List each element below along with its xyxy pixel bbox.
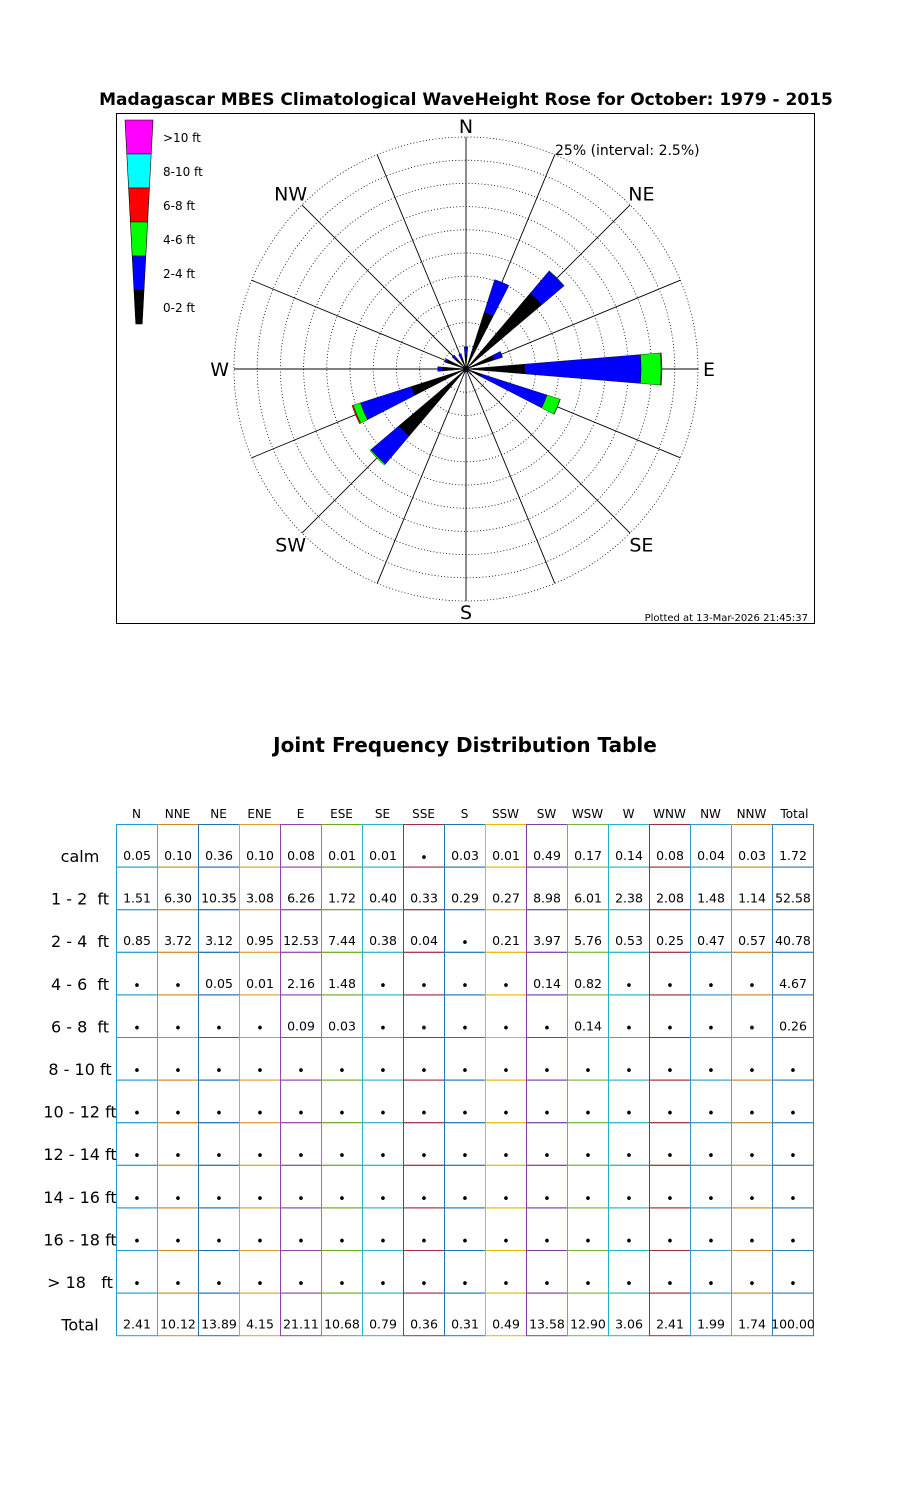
table-cell: • (256, 1149, 264, 1165)
table-cell: • (543, 1191, 551, 1207)
table-cell: • (666, 1191, 674, 1207)
table-cell: • (584, 1106, 592, 1122)
table-cell: 3.97 (533, 933, 561, 949)
table-header (132, 807, 809, 821)
table-cell: 0.05 (123, 848, 151, 863)
table-cell: • (502, 1234, 510, 1250)
table-cell: 4.67 (779, 975, 807, 991)
petal-w-2-4ft (438, 367, 443, 372)
table-cell: • (174, 1021, 182, 1037)
petal-sw-0-2ft (399, 369, 466, 436)
legend-swatch (127, 154, 151, 188)
table-cell: 12.53 (283, 933, 319, 949)
petal-sse-2-4ft (467, 372, 468, 373)
table-cell: 0.05 (205, 975, 233, 991)
table-cell: • (256, 1064, 264, 1079)
table-body (43, 825, 815, 1336)
table-cell: 0.27 (492, 890, 520, 906)
table-cell: • (625, 978, 633, 994)
spoke-se (466, 369, 630, 533)
legend-swatch (134, 290, 144, 324)
legend-swatch (132, 256, 146, 290)
spoke-nw (302, 205, 466, 369)
table-cell: 0.10 (164, 848, 192, 863)
table-cell: • (174, 1106, 182, 1122)
table-cell: 100.00 (771, 1316, 815, 1332)
table-cell: • (338, 1064, 346, 1079)
table-cell: • (174, 1064, 182, 1079)
table-cell: 10.68 (324, 1316, 360, 1332)
table-cell: • (174, 1277, 182, 1292)
table-cell: 2.08 (656, 890, 684, 906)
table-cell: 0.03 (451, 848, 479, 863)
table-cell: 0.79 (369, 1316, 397, 1332)
table-cell: 1.99 (697, 1316, 725, 1332)
table-cell: • (461, 1106, 469, 1122)
table-cell: • (297, 1277, 305, 1292)
compass-label-se: SE (629, 534, 654, 557)
petal-ne-0-2ft (466, 293, 542, 369)
petal-e-4-6ft (641, 353, 662, 385)
legend-label: 4-6 ft (163, 233, 196, 247)
table-cell: • (338, 1106, 346, 1122)
table-cell: 0.49 (533, 848, 561, 863)
table-cell: 0.40 (369, 890, 397, 906)
table-cell: 0.26 (779, 1018, 807, 1034)
row-label: 4 - 6 ft (50, 974, 110, 994)
table-cell: • (502, 978, 510, 994)
column-header: SSW (491, 807, 520, 821)
table-cell: 0.82 (574, 975, 602, 991)
table-cell: • (379, 1021, 387, 1037)
table-cell: 4.15 (246, 1316, 274, 1332)
table-cell: • (666, 1106, 674, 1122)
table-cell: • (461, 936, 469, 952)
table-cell: 40.78 (775, 933, 811, 949)
row-label: 10 - 12 ft (43, 1102, 117, 1122)
table-cell: • (379, 1149, 387, 1165)
table-cell: 6.01 (574, 890, 602, 906)
row-label: 6 - 8 ft (50, 1017, 110, 1037)
table-cell: 0.85 (123, 933, 151, 949)
table-cell: • (543, 1064, 551, 1079)
table-cell: 3.12 (205, 933, 233, 949)
table-cell: 3.72 (164, 933, 192, 949)
table-cell: • (789, 1191, 797, 1207)
table-cell: 0.04 (410, 933, 438, 949)
table-title: Joint Frequency Distribution Table (273, 733, 657, 757)
table-cell: • (584, 1064, 592, 1079)
joint-frequency-table (0, 795, 900, 1355)
wave-height-rose (0, 0, 900, 640)
table-cell: • (502, 1021, 510, 1037)
table-cell: • (133, 1064, 141, 1079)
table-cell: • (789, 1234, 797, 1250)
table-cell: 0.09 (287, 1018, 315, 1034)
legend-label: >10 ft (163, 131, 201, 145)
table-cell: • (215, 1021, 223, 1037)
petal-e-2-4ft (525, 355, 641, 384)
table-cell: • (174, 1234, 182, 1250)
table-cell: • (215, 1277, 223, 1292)
table-cell: • (174, 1191, 182, 1207)
table-cell: • (379, 978, 387, 994)
compass-label-n: N (458, 116, 474, 138)
table-cell: 5.76 (574, 933, 602, 949)
rose-title: Madagascar MBES Climatological WaveHeight Rose for October: 1979 - 2015 (99, 90, 833, 110)
table-cell: 7.44 (328, 933, 356, 949)
column-header: NNW (736, 807, 767, 821)
rose-petals (352, 271, 662, 465)
plot-timestamp: Plotted at 13-Mar-2026 21:45:37 (644, 613, 808, 624)
table-cell: • (502, 1149, 510, 1165)
row-label: Total (61, 1315, 99, 1335)
table-cell: 6.30 (164, 890, 192, 906)
table-cell: • (748, 1064, 756, 1079)
petal-wsw-2-4ft (360, 387, 415, 420)
compass-label-sw: SW (275, 534, 307, 557)
table-cell: • (420, 1064, 428, 1079)
compass-label-s: S (459, 602, 473, 624)
table-cell: • (707, 1021, 715, 1037)
table-cell: • (502, 1191, 510, 1207)
table-cell: • (338, 1277, 346, 1292)
table-cell: • (502, 1064, 510, 1079)
table-cell: • (297, 1191, 305, 1207)
table-cell: • (584, 1277, 592, 1292)
table-cell: • (748, 1234, 756, 1250)
table-cell: • (420, 1234, 428, 1250)
table-cell: 52.58 (775, 890, 811, 906)
table-cell: • (461, 1277, 469, 1292)
table-cell: 2.38 (615, 890, 643, 906)
table-cell: 8.98 (533, 890, 561, 906)
table-cell: • (543, 1277, 551, 1292)
table-cell: 0.08 (656, 848, 684, 863)
row-label: 16 - 18 ft (43, 1230, 117, 1250)
table-cell: • (748, 1149, 756, 1165)
table-cell: • (748, 1277, 756, 1292)
column-header: NNE (164, 807, 191, 821)
table-cell: • (297, 1234, 305, 1250)
table-cell: • (461, 1234, 469, 1250)
table-cell: 0.21 (492, 933, 520, 949)
table-cell: • (174, 978, 182, 994)
table-cell: 0.57 (738, 933, 766, 949)
table-cell: • (215, 1106, 223, 1122)
table-cell: • (215, 1064, 223, 1079)
petal-nne-2-4ft (484, 280, 509, 317)
table-cell: • (789, 1064, 797, 1079)
table-cell: • (584, 1149, 592, 1165)
table-cell: 10.12 (160, 1316, 196, 1332)
table-cell: • (789, 1106, 797, 1122)
table-cell: • (215, 1149, 223, 1165)
table-cell: • (543, 1149, 551, 1165)
table-cell: • (789, 1277, 797, 1292)
table-cell: • (256, 1234, 264, 1250)
table-cell: • (502, 1106, 510, 1122)
table-cell: 13.89 (201, 1316, 237, 1332)
table-cell: • (666, 1277, 674, 1292)
table-cell: • (379, 1277, 387, 1292)
table-cell: • (748, 1021, 756, 1037)
column-header: ENE (247, 807, 272, 821)
table-cell: • (133, 1234, 141, 1250)
table-cell: • (707, 1064, 715, 1079)
column-header: SW (536, 807, 557, 821)
table-cell: • (666, 1234, 674, 1250)
table-cell: • (420, 851, 428, 866)
table-cell: 0.03 (328, 1018, 356, 1034)
row-label: calm (60, 847, 100, 866)
table-cell: • (297, 1106, 305, 1122)
table-cell: • (625, 1021, 633, 1037)
row-label: > 18 ft (47, 1273, 113, 1292)
row-label: 8 - 10 ft (48, 1060, 112, 1079)
row-label: 12 - 14 ft (43, 1145, 117, 1165)
table-cell: 0.03 (738, 848, 766, 863)
column-header: S (460, 807, 469, 821)
table-cell: • (707, 1234, 715, 1250)
table-cell: 0.17 (574, 848, 602, 863)
table-cell: 0.14 (574, 1018, 602, 1034)
table-cell: 2.41 (656, 1316, 684, 1332)
table-cell: • (789, 1149, 797, 1165)
table-cell: • (420, 978, 428, 994)
table-cell: • (625, 1234, 633, 1250)
column-header: WSW (571, 807, 604, 821)
petal-se-2-4ft (468, 371, 471, 374)
row-label: 14 - 16 ft (43, 1187, 117, 1207)
table-cell: • (379, 1064, 387, 1079)
column-header: SE (374, 807, 391, 821)
table-cell: • (584, 1191, 592, 1207)
table-cell: 0.33 (410, 890, 438, 906)
row-label: 2 - 4 ft (50, 932, 110, 952)
table-cell: 0.47 (697, 933, 725, 949)
table-cell: 12.90 (570, 1316, 606, 1332)
table-cell: • (707, 1191, 715, 1207)
table-cell: 1.74 (738, 1316, 766, 1332)
table-cell: • (543, 1106, 551, 1122)
table-cell: • (256, 1106, 264, 1122)
table-cell: 0.01 (246, 975, 274, 991)
table-cell: 0.14 (533, 975, 561, 991)
legend-label: 2-4 ft (163, 267, 196, 281)
table-cell: • (502, 1277, 510, 1292)
table-cell: 1.14 (738, 890, 766, 906)
compass-label-ne: NE (628, 183, 655, 206)
table-cell: • (256, 1277, 264, 1292)
table-cell: 0.10 (246, 848, 274, 863)
column-header: WNW (653, 807, 686, 821)
table-cell: • (543, 1234, 551, 1250)
table-cell: 0.25 (656, 933, 684, 949)
table-cell: 0.08 (287, 848, 315, 863)
legend-label: 8-10 ft (163, 165, 203, 179)
table-cell: 0.31 (451, 1316, 479, 1332)
table-cell: 13.58 (529, 1316, 565, 1332)
table-cell: 6.26 (287, 890, 315, 906)
table-cell: • (133, 1277, 141, 1292)
table-cell: 3.06 (615, 1316, 643, 1332)
compass-label-e: E (703, 359, 716, 381)
column-header: NW (700, 807, 721, 821)
table-cell: • (543, 1021, 551, 1037)
table-cell: • (625, 1277, 633, 1292)
table-cell: • (625, 1064, 633, 1079)
table-cell: • (215, 1234, 223, 1250)
table-cell: • (625, 1149, 633, 1165)
table-cell: 1.48 (328, 975, 356, 991)
table-cell: • (666, 1149, 674, 1165)
table-cell: • (707, 1277, 715, 1292)
table-cell: • (461, 978, 469, 994)
legend (125, 120, 203, 324)
table-cell: • (707, 978, 715, 994)
table-cell: • (297, 1149, 305, 1165)
table-cell: 1.72 (779, 848, 807, 863)
table-cell: • (461, 1149, 469, 1165)
table-cell: 0.01 (492, 848, 520, 863)
column-header: SSE (412, 807, 435, 821)
table-cell: • (461, 1064, 469, 1079)
table-cell: 1.72 (328, 890, 356, 906)
legend-label: 6-8 ft (163, 199, 196, 213)
table-cell: • (297, 1064, 305, 1079)
legend-swatch (129, 188, 150, 222)
spoke-nnw (377, 155, 466, 369)
table-cell: 1.48 (697, 890, 725, 906)
table-cell: • (461, 1021, 469, 1037)
table-cell: • (133, 1191, 141, 1207)
table-cell: 0.53 (615, 933, 643, 949)
table-cell: • (420, 1106, 428, 1122)
table-cell: 0.36 (410, 1316, 438, 1332)
table-cell: • (420, 1149, 428, 1165)
table-cell: • (666, 978, 674, 994)
petal-ese-2-4ft (480, 374, 547, 408)
legend-label: 0-2 ft (163, 301, 196, 315)
table-cell: • (420, 1191, 428, 1207)
table-cell: 10.35 (201, 890, 237, 906)
compass-label-nw: NW (274, 183, 308, 206)
table-cell: • (748, 1106, 756, 1122)
petal-ssw-2-4ft (464, 371, 465, 373)
petal-nnw-2-4ft (459, 354, 463, 360)
table-cell: 0.14 (615, 848, 643, 863)
table-cell: • (666, 1064, 674, 1079)
spoke-wnw (252, 280, 466, 369)
column-header: ESE (330, 807, 353, 821)
table-cell: • (133, 1021, 141, 1037)
table-cell: • (174, 1149, 182, 1165)
table-cell: 0.49 (492, 1316, 520, 1332)
table-cell: • (133, 978, 141, 994)
table-cell: • (133, 1106, 141, 1122)
table-cell: • (379, 1106, 387, 1122)
table-cell: 0.36 (205, 848, 233, 863)
table-cell: • (707, 1149, 715, 1165)
table-cell: 0.38 (369, 933, 397, 949)
column-header: W (622, 807, 635, 821)
table-cell: • (584, 1234, 592, 1250)
table-cell: 1.51 (123, 890, 151, 906)
table-cell: • (338, 1191, 346, 1207)
compass-label-w: W (210, 359, 229, 381)
table-cell: 0.01 (328, 848, 356, 863)
petal-n-2-4ft (464, 347, 468, 355)
table-cell: • (338, 1234, 346, 1250)
table-cell: 2.41 (123, 1316, 151, 1332)
max-interval-label: 25% (interval: 2.5%) (555, 143, 700, 159)
legend-swatch (130, 222, 147, 256)
table-cell: 0.04 (697, 848, 725, 863)
table-cell: • (338, 1149, 346, 1165)
column-header: N (132, 807, 141, 821)
table-cell: • (215, 1191, 223, 1207)
table-cell: • (625, 1191, 633, 1207)
table-cell: 2.16 (287, 975, 315, 991)
table-cell: • (256, 1021, 264, 1037)
table-cell: 0.29 (451, 890, 479, 906)
table-cell: • (748, 978, 756, 994)
table-cell: • (461, 1191, 469, 1207)
column-header: Total (780, 807, 809, 821)
table-cell: 21.11 (283, 1316, 319, 1332)
legend-swatch (125, 120, 153, 154)
column-header: NE (210, 807, 227, 821)
column-header: E (296, 807, 305, 821)
table-cell: • (133, 1149, 141, 1165)
table-cell: • (666, 1021, 674, 1037)
table-cell: • (420, 1277, 428, 1292)
table-cell: • (420, 1021, 428, 1037)
table-cell: • (379, 1191, 387, 1207)
row-label: 1 - 2 ft (50, 889, 110, 909)
table-cell: • (748, 1191, 756, 1207)
table-cell: • (707, 1106, 715, 1122)
table-cell: 3.08 (246, 890, 274, 906)
table-cell: 0.95 (246, 933, 274, 949)
table-cell: 0.01 (369, 848, 397, 863)
table-cell: • (256, 1191, 264, 1207)
table-cell: • (379, 1234, 387, 1250)
table-cell: • (625, 1106, 633, 1122)
